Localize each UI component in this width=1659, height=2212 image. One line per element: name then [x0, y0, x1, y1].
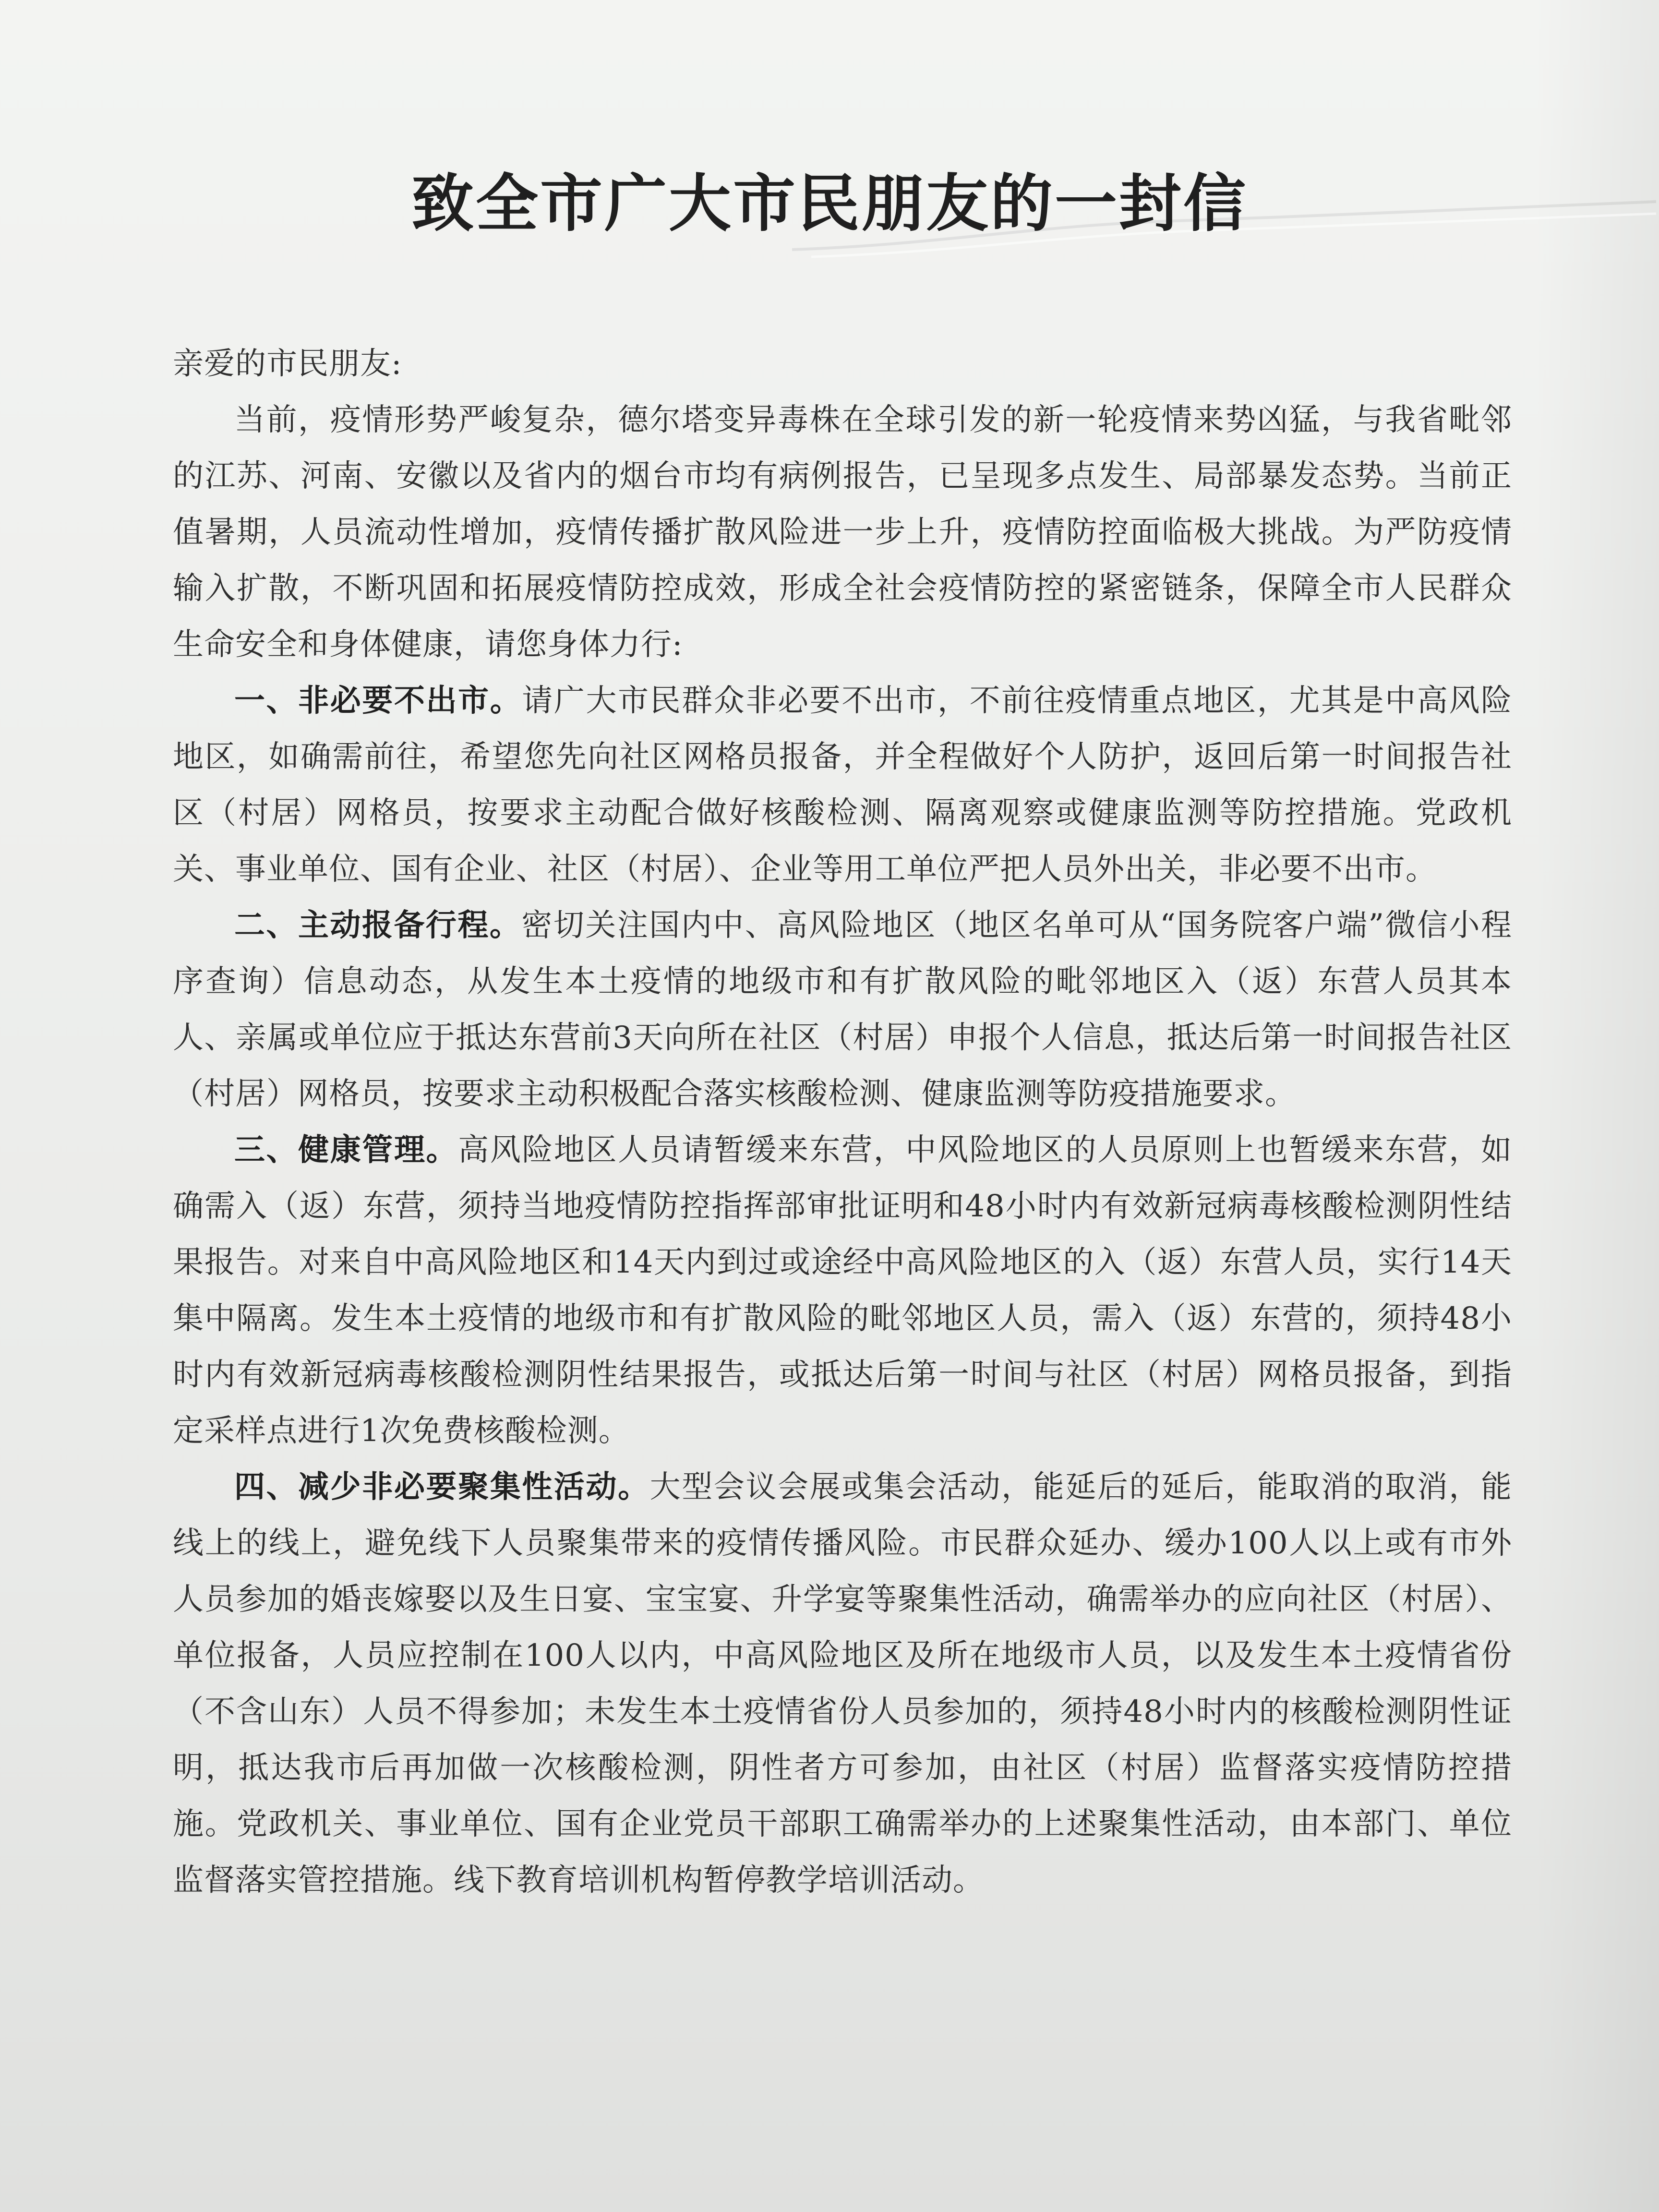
letter-body [173, 336, 1512, 1909]
intro-paragraph: 当前，疫情形势严峻复杂，德尔塔变异毒株在全球引发的新一轮疫情来势凶猛，与我省毗邻的江苏、河南、安徽以及省内的烟台市均有病例报告，已呈现多点发生、局部暴发态势。当前正值暑期，人员流动性增加，疫情传播扩散风险进一步上升，疫情防控面临极大挑战。为严防疫情输入扩散，不断巩固和拓展疫情防控成效，形成全社会疫情防控的紧密链条，保障全市人民群众生命安全和身体健康，请您身体力行: [173, 402, 1512, 662]
section-2-heading: 二、主动报备行程。 [234, 908, 522, 943]
page-shadow [1534, 0, 1659, 2212]
section-2-paragraph [173, 898, 1512, 1122]
section-3-text: 高风险地区人员请暂缓来东营，中风险地区的人员原则上也暂缓来东营，如确需入（返）东营，须持当地疫情防控指挥部审批证明和48小时内有效新冠病毒核酸检测阴性结果报告。对来自中高风险地区和14天内到过或途经中高风险地区的入（返）东营人员，实行14天集中隔离。发生本土疫情的地级市和有扩散风险的毗邻地区人员，需入（返）东营的，须持48小时内有效新冠病毒核酸检测阴性结果报告，或抵达后第一时间与社区（村居）网格员报备，到指定采样点进行1次免费核酸检测。 [173, 1132, 1513, 1449]
section-4-heading: 四、减少非必要聚集性活动。 [234, 1469, 650, 1505]
section-4-paragraph [173, 1459, 1512, 1909]
section-1-heading: 一、非必要不出市。 [234, 683, 522, 719]
letter-greeting: 亲爱的市民朋友: [173, 346, 402, 382]
section-1-text: 请广大市民群众非必要不出市，不前往疫情重点地区，尤其是中高风险地区，如确需前往，希望您先向社区网格员报备，并全程做好个人防护，返回后第一时间报告社区（村居）网格员，按要求主动配合做好核酸检测、隔离观察或健康监测等防控措施。党政机关、事业单位、国有企业、社区（村居）、企业等用工单位严把人员外出关，非必要不出市。 [173, 683, 1513, 887]
letter-title: 致全市广大市民朋友的一封信 [411, 167, 1248, 240]
section-3-paragraph [173, 1122, 1512, 1459]
section-3-heading: 三、健康管理。 [234, 1132, 458, 1168]
section-4-text: 大型会议会展或集会活动，能延后的延后，能取消的取消，能线上的线上，避免线下人员聚集带来的疫情传播风险。市民群众延办、缓办100人以上或有市外人员参加的婚丧嫁娶以及生日宴、宝宝宴、升学宴等聚集性活动，确需举办的应向社区（村居）、单位报备，人员应控制在100人以内，中高风险地区及所在地级市人员，以及发生本土疫情省份（不含山东）人员不得参加；未发生本土疫情省份人员参加的，须持48小时内的核酸检测阴性证明，抵达我市后再加做一次核酸检测，阴性者方可参加，由社区（村居）监督落实疫情防控措施。党政机关、事业单位、国有企业党员干部职工确需举办的上述聚集性活动，由本部门、单位监督落实管控措施。线下教育培训机构暂停教学培训活动。 [173, 1469, 1513, 1898]
section-1-paragraph [173, 673, 1512, 898]
section-2-text: 密切关注国内中、高风险地区（地区名单可从“国务院客户端”微信小程序查询）信息动态，从发生本土疫情的地级市和有扩散风险的毗邻地区入（返）东营人员其本人、亲属或单位应于抵达东营前3天向所在社区（村居）申报个人信息，抵达后第一时间报告社区（村居）网格员，按要求主动积极配合落实核酸检测、健康监测等防疫措施要求。 [173, 908, 1513, 1112]
